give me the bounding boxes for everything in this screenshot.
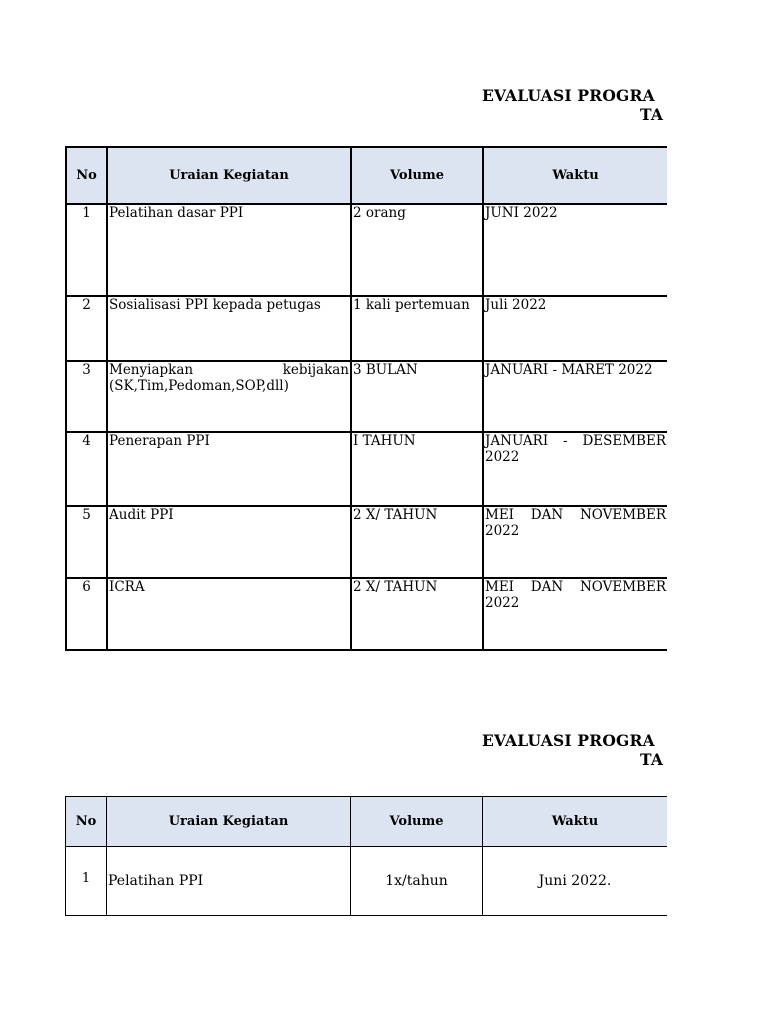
header-volume: Volume — [351, 797, 483, 847]
table-1-container — [60, 140, 667, 660]
header-no: No — [66, 147, 107, 204]
row-uraian: Penerapan PPI — [107, 432, 351, 506]
row-no: 4 — [66, 432, 107, 506]
row-no: 3 — [66, 361, 107, 432]
row-uraian: Sosialisasi PPI kepada petugas — [107, 296, 351, 361]
row-waktu: MEI DAN NOVEMBER 2022 — [483, 578, 667, 650]
row-waktu: Juli 2022 — [483, 296, 667, 361]
header-no: No — [66, 797, 107, 847]
row-uraian: Pelatihan dasar PPI — [107, 204, 351, 296]
section-2-title-line1: EVALUASI PROGRA — [482, 731, 655, 750]
row-no: 2 — [66, 296, 107, 361]
activities-table-2 — [65, 796, 667, 916]
header-waktu: Waktu — [483, 147, 667, 204]
row-volume: 3 BULAN — [351, 361, 483, 432]
row-waktu: JANUARI - MARET 2022 — [483, 361, 667, 432]
table-2-container — [60, 790, 667, 930]
row-no: 6 — [66, 578, 107, 650]
row-volume: 2 X/ TAHUN — [351, 506, 483, 578]
row-uraian: Pelatihan PPI — [107, 847, 351, 916]
section-2-title-line2: TA — [640, 750, 664, 769]
header-uraian: Uraian Kegiatan — [107, 797, 351, 847]
row-uraian: Menyiapkan kebijakan (SK,Tim,Pedoman,SOP,dll) — [107, 361, 351, 432]
row-waktu: JANUARI - DESEMBER 2022 — [483, 432, 667, 506]
row-volume: 2 X/ TAHUN — [351, 578, 483, 650]
section-1-title-line1: EVALUASI PROGRA — [482, 86, 655, 105]
row-waktu: MEI DAN NOVEMBER 2022 — [483, 506, 667, 578]
row-no: 5 — [66, 506, 107, 578]
row-volume: 2 orang — [351, 204, 483, 296]
header-uraian: Uraian Kegiatan — [107, 147, 351, 204]
header-waktu: Waktu — [483, 797, 668, 847]
table-row — [66, 296, 667, 361]
row-volume: 1x/tahun — [351, 847, 483, 916]
row-uraian: ICRA — [107, 578, 351, 650]
table-header-row — [66, 797, 668, 847]
table-row — [66, 204, 667, 296]
table-row — [66, 361, 667, 432]
activities-table-1 — [65, 146, 667, 651]
row-no: 1 — [66, 847, 107, 916]
row-waktu: Juni 2022. — [483, 847, 668, 916]
table-header-row — [66, 147, 667, 204]
table-row — [66, 432, 667, 506]
row-volume: I TAHUN — [351, 432, 483, 506]
row-uraian: Audit PPI — [107, 506, 351, 578]
row-no: 1 — [66, 204, 107, 296]
table-row — [66, 506, 667, 578]
table-row — [66, 578, 667, 650]
table-row — [66, 847, 668, 916]
section-1-title-line2: TA — [640, 105, 664, 124]
row-volume: 1 kali pertemuan — [351, 296, 483, 361]
header-volume: Volume — [351, 147, 483, 204]
row-waktu: JUNI 2022 — [483, 204, 667, 296]
